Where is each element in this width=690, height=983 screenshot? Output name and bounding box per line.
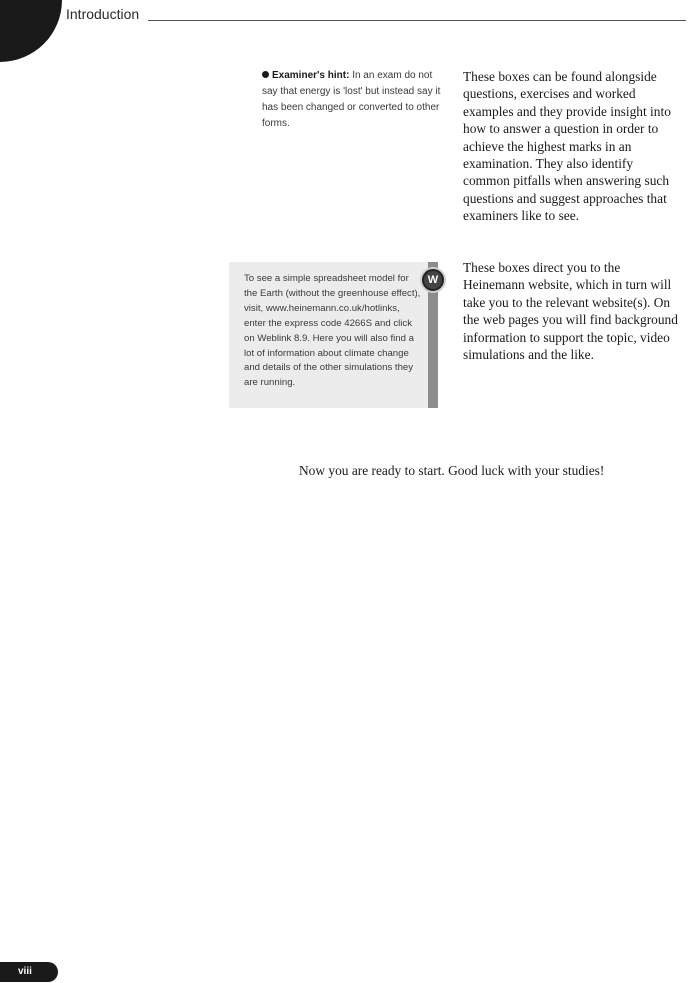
corner-tab-decoration xyxy=(0,0,62,62)
examiners-hint-text: In an exam do not say that energy is 'lost' but instead say it has been changed or converted to other forms. xyxy=(262,70,441,129)
weblink-w-icon: W xyxy=(422,269,444,291)
closing-text: Now you are ready to start. Good luck with your studies! xyxy=(299,463,605,478)
header-rule xyxy=(148,20,686,21)
page-number: viii xyxy=(0,962,58,982)
examiners-hint-label: Examiner's hint: xyxy=(272,70,350,81)
section-title: Introduction xyxy=(66,6,140,22)
weblink-text: To see a simple spreadsheet model for the Earth (without the greenhouse effect), visit, www.heinemann.co.uk/hotlinks, enter the express code 4266S and click on Weblink 8.9. Here you will also find a lot of information about climate change and details of the other simulations they are running. xyxy=(244,273,421,389)
examiners-hint-description: These boxes can be found alongside questions, exercises and worked examples and they provide insight into how to answer a question in order to achieve the highest marks in an examination. They also identify common pitfalls when answering such questions and suggest approaches that examiners like to see. xyxy=(463,69,671,224)
examiners-hint-box xyxy=(262,68,450,132)
weblink-description: These boxes direct you to the Heinemann website, which in turn will take you to the relevant website(s). On the web pages you will find background information to support the topic, video simulations and the like. xyxy=(463,260,678,363)
bullet-icon xyxy=(262,71,269,78)
